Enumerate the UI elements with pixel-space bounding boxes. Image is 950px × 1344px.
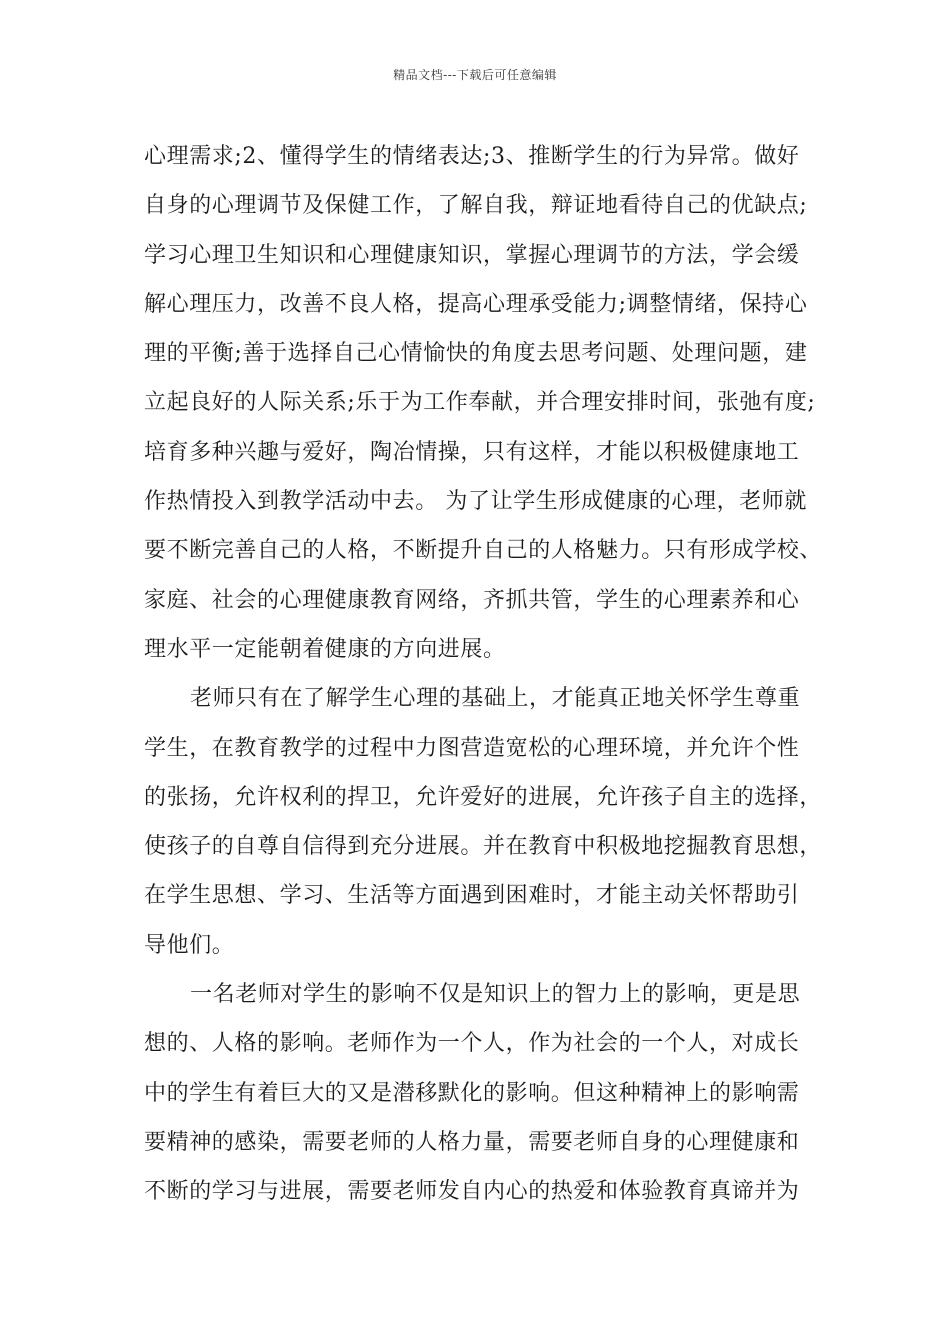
text-line: 中的学生有着巨大的又是潜移默化的影响。但这种精神上的影响需 [144, 1080, 800, 1106]
text-line: 学习心理卫生知识和心理健康知识，掌握心理调节的方法，学会缓 [144, 242, 800, 268]
paragraph-1 [144, 132, 823, 674]
text-line: 使孩子的自尊自信得到充分进展。并在教育中积极地挖掘教育思想， [144, 834, 823, 860]
paragraph-3 [144, 970, 812, 1216]
document-body [144, 132, 823, 1217]
text-line: 立起良好的人际关系;乐于为工作奉献，并合理安排时间，张弛有度; [144, 390, 816, 416]
text-line: 导他们。 [144, 932, 235, 958]
text-line: 理水平一定能朝着健康的方向进展。 [144, 636, 506, 662]
text-line: 理的平衡;善于选择自己心情愉快的角度去思考问题、处理问题，建 [144, 341, 808, 367]
text-line: 心理需求;2、懂得学生的情绪表达;3、推断学生的行为异常。做好 [144, 144, 800, 169]
text-line: 一名老师对学生的影响不仅是知识上的智力上的影响，更是思 [190, 982, 801, 1008]
text-line: 要不断完善自己的人格，不断提升自己的人格魅力。只有形成学校、 [144, 538, 823, 564]
text-line: 要精神的感染，需要老师的人格力量，需要老师自身的心理健康和 [144, 1129, 800, 1155]
text-line: 培育多种兴趣与爱好，陶冶情操，只有这样，才能以积极健康地工 [144, 439, 800, 465]
paragraph-2 [144, 674, 823, 970]
text-line: 解心理压力，改善不良人格，提高心理承受能力;调整情绪，保持心 [144, 291, 808, 317]
text-line: 作热情投入到教学活动中去。 为了让学生形成健康的心理，老师就 [144, 489, 807, 515]
text-line: 自身的心理调节及保健工作，了解自我，辩证地看待自己的优缺点; [144, 193, 808, 219]
text-line: 家庭、社会的心理健康教育网络，齐抓共管，学生的心理素养和心 [144, 587, 800, 613]
text-line: 老师只有在了解学生心理的基础上，才能真正地关怀学生尊重 [190, 686, 801, 712]
page-header: 精品文档---下载后可任意编辑 [393, 68, 557, 82]
text-line: 想的、人格的影响。老师作为一个人，作为社会的一个人，对成长 [144, 1031, 800, 1057]
text-line: 学生，在教育教学的过程中力图营造宽松的心理环境，并允许个性 [144, 735, 800, 761]
text-line: 在学生思想、学习、生活等方面遇到困难时，才能主动关怀帮助引 [144, 883, 800, 909]
text-line: 的张扬，允许权利的捍卫，允许爱好的进展，允许孩子自主的选择， [144, 784, 823, 810]
text-line: 不断的学习与进展，需要老师发自内心的热爱和体验教育真谛并为 [144, 1179, 800, 1205]
